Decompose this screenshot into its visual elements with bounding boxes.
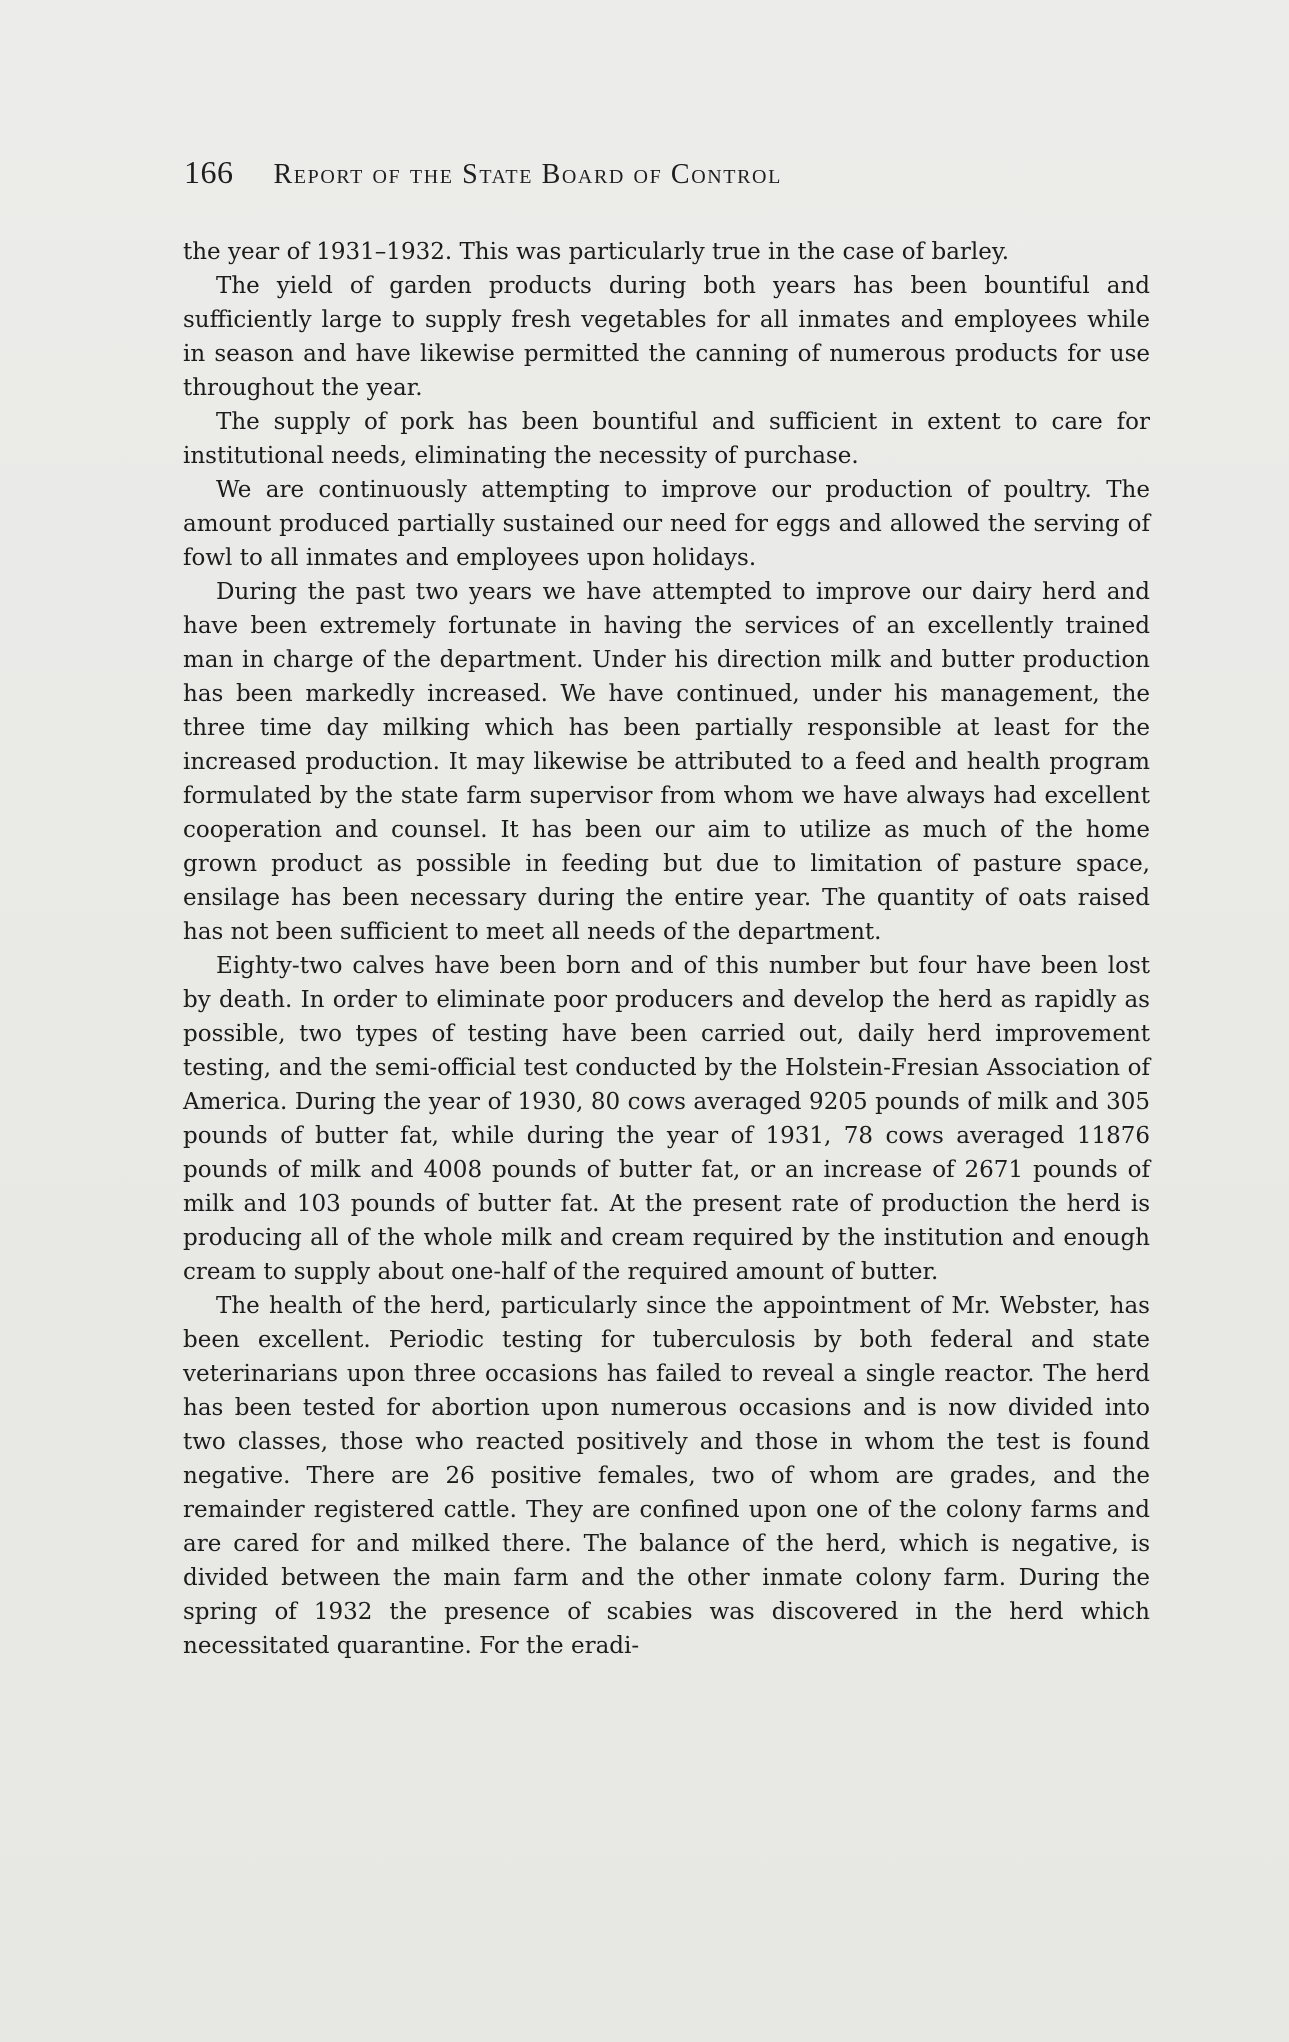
paragraph-dairy-herd: During the past two years we have attempted to improve our dairy herd and have been extremely fortunate in having the services of an excellently trained man in charge of the department. Under his direction milk and butter production has been markedly increased. We have continued, under his management, the three time day milking which has been partially responsible at least for the increased production. It may likewise be attributed to a feed and health program formulated by the state farm supervisor from whom we have always had excellent cooperation and counsel. It has been our aim to utilize as much of the home grown product as possible in feeding but due to limitation of pasture space, ensilage has been necessary during the entire year. The quantity of oats raised has not been sufficient to meet all needs of the department.	[183, 579, 1150, 945]
body-text	[183, 235, 1150, 1663]
paragraph-calves-testing: Eighty-two calves have been born and of this number but four have been lost by death. In order to eliminate poor producers and develop the herd as rapidly as possible, two types of testing have been carried out, daily herd improvement testing, and the semi-official test conducted by the Holstein-Fresian Association of America. During the year of 1930, 80 cows averaged 9205 pounds of milk and 305 pounds of butter fat, while during the year of 1931, 78 cows averaged 11876 pounds of milk and 4008 pounds of butter fat, or an increase of 2671 pounds of milk and 103 pounds of butter fat. At the present rate of production the herd is producing all of the whole milk and cream required by the institution and enough cream to supply about one-half of the required amount of butter.	[183, 953, 1150, 1285]
paragraph-garden-products: The yield of garden products during both years has been bountiful and sufficiently large to supply fresh vegetables for all inmates and employees while in season and have likewise permitted the canning of numerous products for use throughout the year.	[183, 273, 1150, 401]
paragraph-continuation: the year of 1931–1932. This was particularly true in the case of barley.	[183, 239, 1010, 265]
running-title: Report of the State Board of Control	[273, 159, 782, 190]
paragraph-poultry: We are continuously attempting to improve our production of poultry. The amount produced partially sustained our need for eggs and allowed the serving of fowl to all inmates and employees upon holidays.	[183, 477, 1150, 571]
page-header	[184, 154, 1184, 191]
page-number: 166	[184, 154, 234, 190]
paragraph-herd-health: The health of the herd, particularly since the appointment of Mr. Webster, has been excellent. Periodic testing for tuberculosis by both federal and state veterinarians upon three occasions has failed to reveal a single reactor. The herd has been tested for abortion upon numerous occasions and is now divided into two classes, those who reacted positively and those in whom the test is found negative. There are 26 positive females, two of whom are grades, and the remainder registered cattle. They are confined upon one of the colony farms and are cared for and milked there. The balance of the herd, which is negative, is divided between the main farm and the other inmate colony farm. During the spring of 1932 the presence of scabies was discovered in the herd which necessitated quarantine. For the eradi-	[183, 1293, 1150, 1659]
paragraph-pork-supply: The supply of pork has been bountiful and sufficient in extent to care for institutional needs, eliminating the necessity of purchase.	[183, 409, 1150, 469]
